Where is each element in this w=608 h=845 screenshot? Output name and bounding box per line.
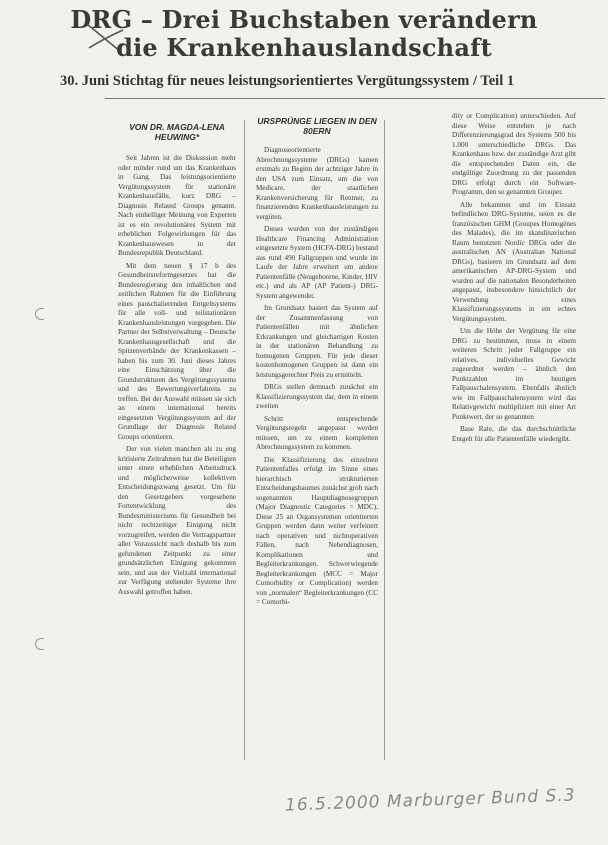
paragraph: Der von vielen manchen als zu eng kritisierte Zeitrahmen hat die Beteiligten unter einen erheblichen Arbeitsdruck und möglicherweise kollektiven Entscheidungszwang gesetzt. Um für den Gesetzgebers vorgesehene Fortentwicklung des Bundesministeriums für Gesundheit bei nicht rechtzeitiger Einigung nicht vorzugreifen, werden die Vertragspartner aller Voraussicht nach deshalb bis zum gefundenen Zeitpunkt zu einer grundsätzlichen Einigung gekommen sein, und aus der Vielzahl international zur Verfügung stehender Systeme ihre Auswahl getroffen haben. — [118, 445, 237, 596]
handwritten-annotation: 16.5.2000 Marburger Bund S.3 — [284, 785, 576, 816]
paragraph: Diagnoseorientierte Abrechnungssysteme (DRGs) kamen erstmals zu Beginn der achtziger Jahre in den USA zum Einsatz, um die von Medicare, der staatlichen Krankenversicherung für Rentner, zu finanzierenden Krankenhausleistungen zu vergüten. — [256, 146, 378, 221]
paragraph: dity or Complication) unterschieden. Auf diese Weise entstehen je nach Differenzierungsgrad des Systems 500 bis 1.000 unterschiedliche DRGs. Das Krankenhaus bzw. der zuständige Arzt gibt die entsprechenden Daten ein, die endgültige Zuordnung zu der passenden DRG erfolgt durch ein Software-Programm, den so genannten Grouper. — [452, 112, 576, 196]
punch-hole-mark — [35, 638, 44, 650]
column-divider — [244, 120, 245, 760]
punch-hole-mark — [35, 308, 44, 320]
article-headline — [0, 6, 608, 62]
paragraph: Dieses wurden von der zuständigen Healthcare Financing Administration eingesetzte System (HCFA-DRG) bestand aus rund 490 Fallgruppen und wurde im Laufe der Jahre erweitert um andere Patientenfälle (Neugeborene, Kinder, HIV etc.) und als AP (AP Patient-) DRG-System angewendet. — [256, 225, 378, 300]
paragraph: Alle bekannten und im Einsatz befindlichen DRG-Systeme, seien es die französischen GHM (Groupes Homogènes des Malades), die im skandinavischen Raum benutzten Nordic DRGs oder die australischen AN (Australian National DRGs), basieren im Grundsatz auf dem amerikanischen AP-DRG-System und wurden auf die nationalen Besonderheiten angepasst, insbesondere hinsichtlich der Verwendung eines Klassifizierungssystems in ein echtes Vergütungssystem. — [452, 200, 576, 323]
headline-divider — [105, 98, 605, 99]
paragraph: Im Grundsatz basiert das System auf der Zusammenfassung von Patientenfällen mit ähnlichen Erkrankungen und gleichartigen Kosten in der stationären Behandlung zu homogenen Gruppen. Für jede dieser kostenhomogenen Gruppen ist dann ein leistungsgerechter Preis zu ermitteln. — [256, 304, 378, 379]
column-divider — [384, 120, 385, 760]
paragraph: Die Klassifizierung des einzelnen Patientenfalles erfolgt im Sinne eines hierarchisch strukturierten Entscheidungsbaumes zunächst grob nach sogenannten Hauptdiagnosegruppen (Major Diagnostic Categories = MDC). Diese 25 an Organsystemen orientierten Gruppen werden dann weiter verfeinert nach operativen und nichtoperativen Fällen, nach Nebendiagnosen, Komplikationen und Begleiterkrankungen. Schwerwiegende Begleiterkrankungen (MCC = Major Comorbidity or Complication) werden von „normalen“ Begleiterkrankungen (CC = Comorbi- — [256, 455, 378, 606]
headline-line-2: die Krankenhauslandschaft — [116, 33, 492, 62]
paragraph: Base Rate, die das durchschnittliche Entgelt für alle Patientenfälle wiedergibt. — [452, 425, 576, 443]
text-column-3 — [452, 112, 576, 447]
author-byline: VON DR. MAGDA-LENA HEUWING* — [129, 122, 225, 142]
paragraph: Seit Jahren ist die Diskussion mehr oder minder rund um das Krankenhaus in Gang. Das leistungsorientierte Vergütungssystem für stationäre Krankenhausfälle, kurz DRG – Diagnosis Related Groups genannt. Nach einhelliger Meinung von Experten ist es ein revolutionäres System mit erheblichen Folgewirkungen für das Krankenhauswesen in der Bundesrepublik Deutschland. — [118, 154, 236, 257]
paragraph: Mit dem neuen § 17 b des Gesundheitsreformgesetzes hat die Bundesregierung den inhaltlichen und zeitlichen Rahmen für die Einführung eines pauschalierenden Entgeltsystems für alle voll- und teilstationären Krankenhausleistungen vorgegeben. Die Partner der Selbstverwaltung – Deutsche Krankenhausgesellschaft und die Spitzenverbände der Krankenkassen – haben bis zum 30. Juni dieses Jahres eine Einschätzung über die Grundstrukturen des Vergütungssystems und des Bewertungsverfahrens zu treffen. Bei der Auswahl müssen sie sich an einem international bereits eingesetzten Vergütungssystem auf der Grundlage der Diagnosis Related Groups orientieren. — [118, 261, 236, 441]
section-heading: URSPRÜNGE LIEGEN IN DEN 80ERN — [257, 116, 377, 136]
article-subheadline: 30. Juni Stichtag für neues leistungsorientiertes Vergütungssystem / Teil 1 — [60, 73, 515, 89]
text-column-1 — [118, 108, 236, 600]
text-column-2 — [256, 108, 378, 611]
headline-line-1: DRG – Drei Buchstaben verändern — [70, 5, 538, 34]
paragraph: Um die Höhe der Vergütung für eine DRG zu bestimmen, muss in einem weiteren Schritt jeder Fallgruppe ein relatives, individuelles Gewicht zugeordnet werden – ähnlich den Punktzahlen im heutigen Fallpauschalensystem. Ebenfalls ähnlich wie im Fallpauschalensystem wird das Relativgewicht multipliziert mit einer Art Punktwert, der so genannten — [452, 327, 576, 421]
paragraph: DRGs stellen demnach zunächst ein Klassifizierungssystem dar, dem in einem zweiten — [256, 383, 378, 410]
paragraph: Schritt entsprechende Vergütungsregeln angepasst werden müssen, um zu einem kompletten Abrechnungssystem zu kommen. — [256, 414, 378, 451]
